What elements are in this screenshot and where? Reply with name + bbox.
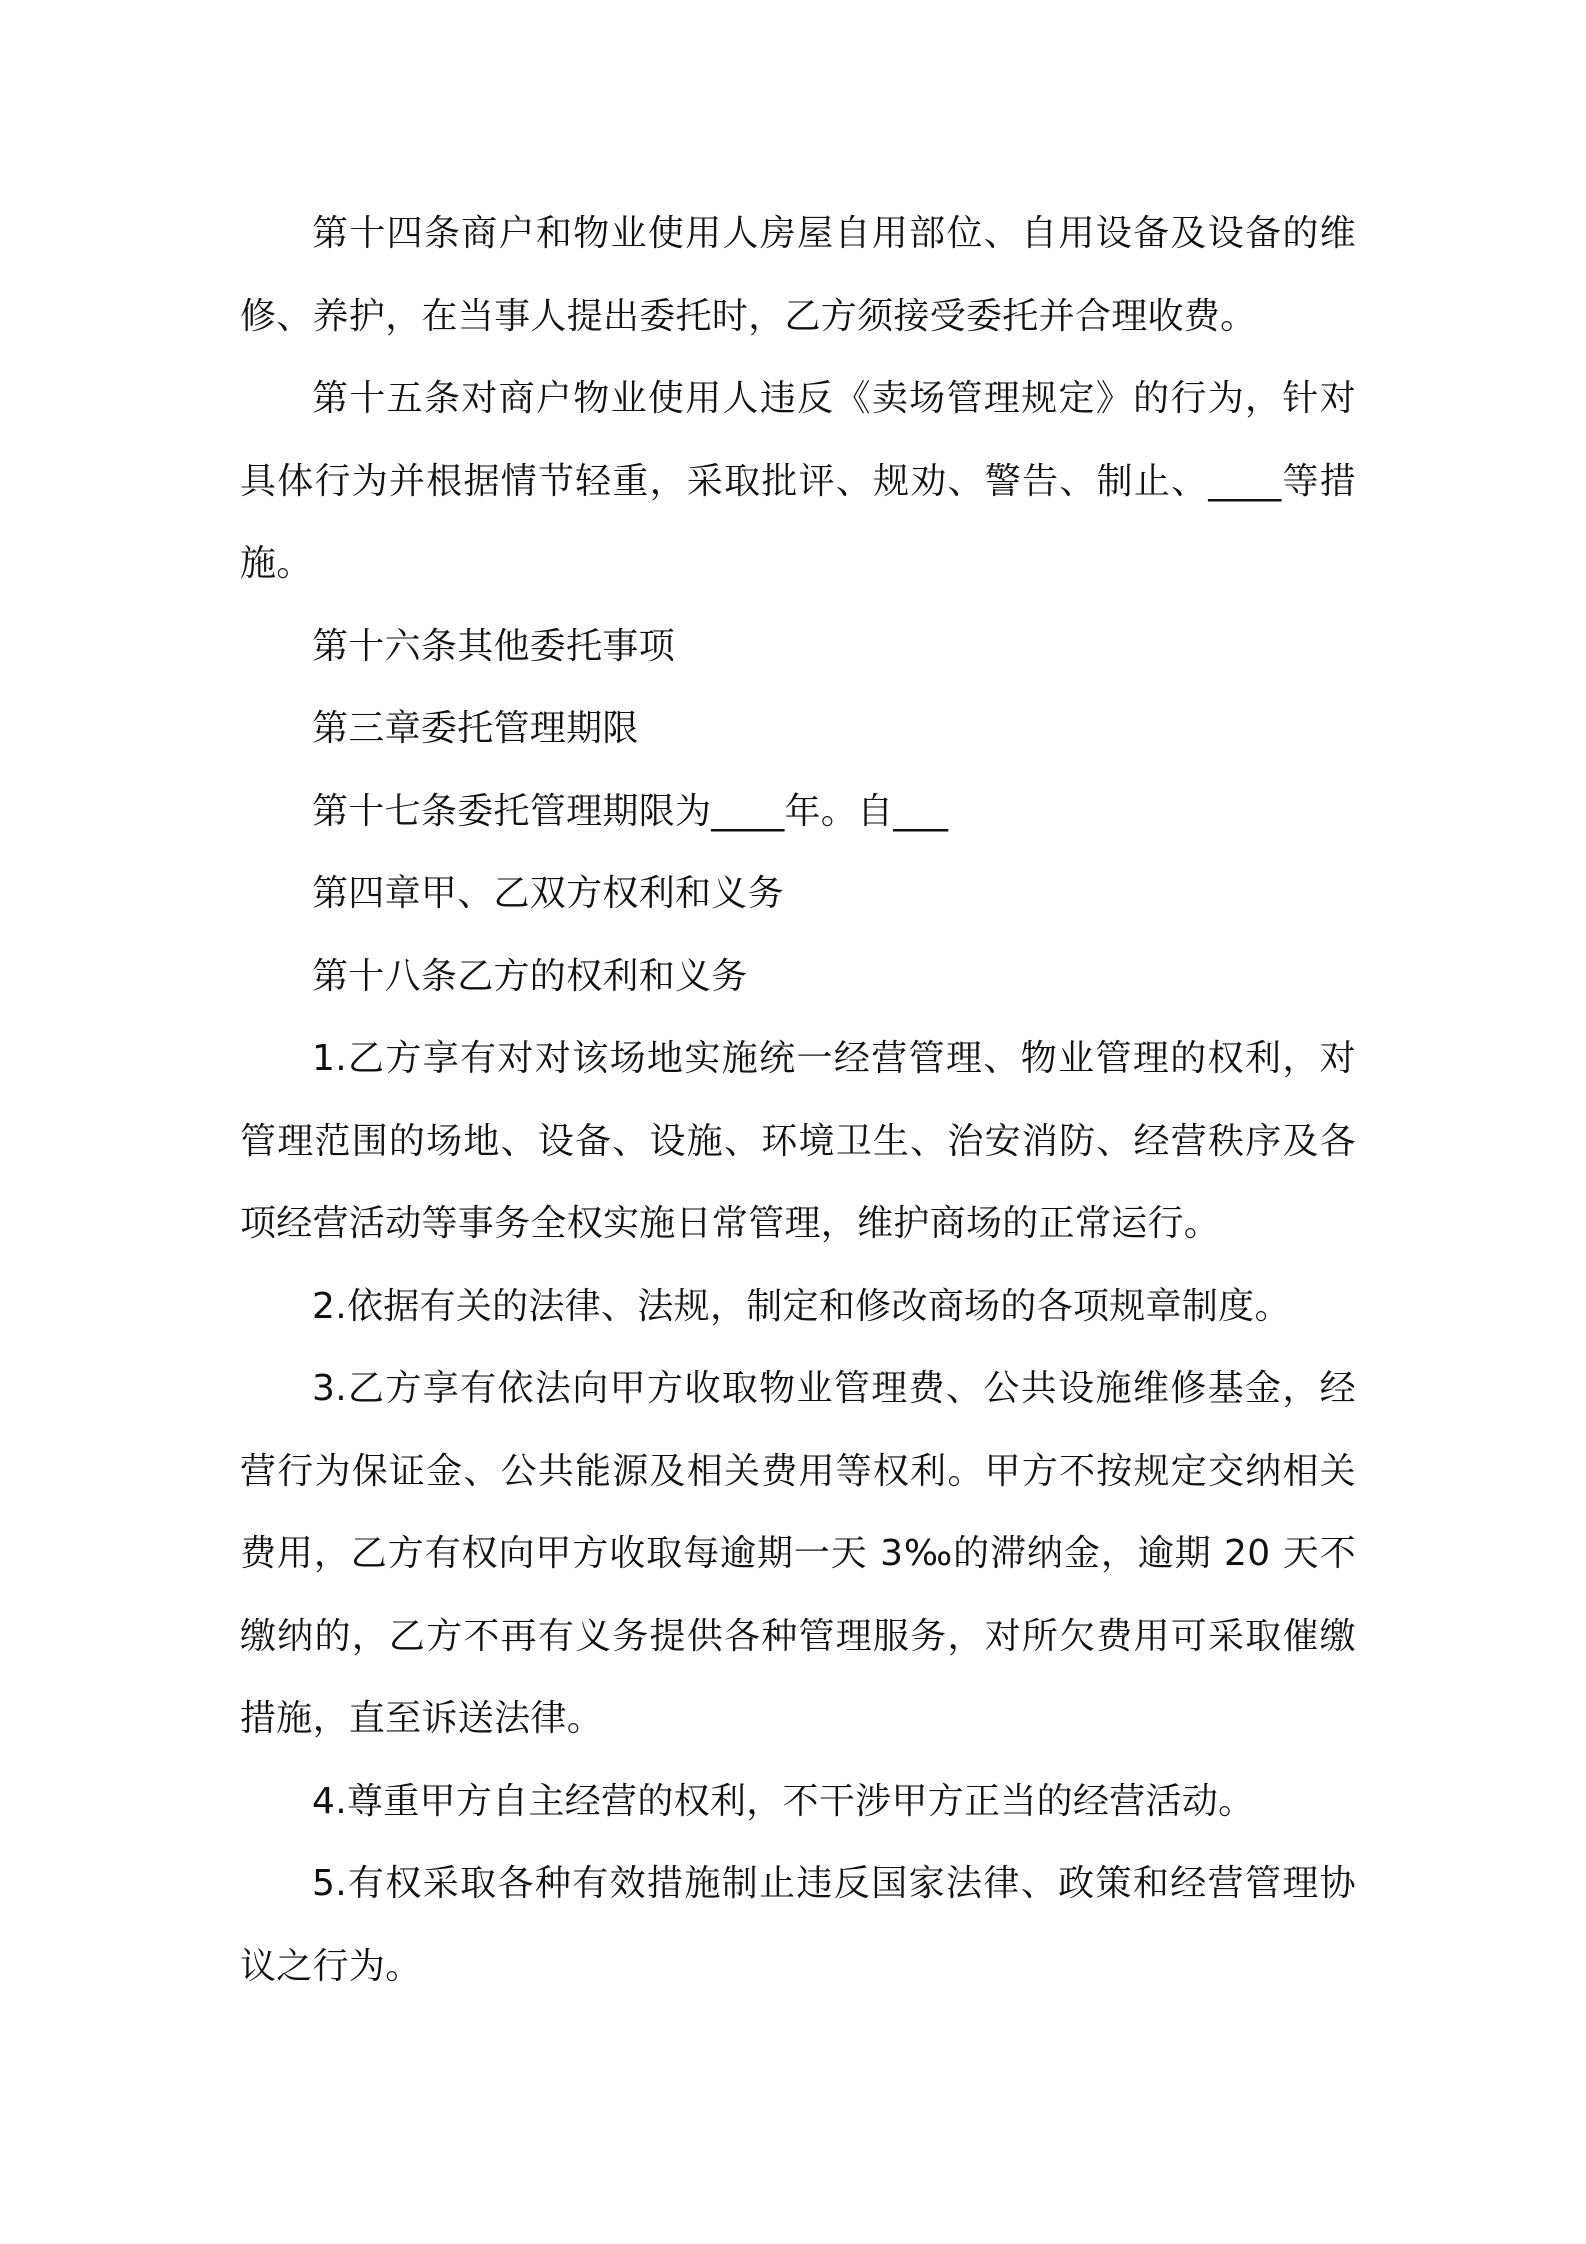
chapter-3-heading: 第三章委托管理期限 <box>312 708 639 749</box>
clause-2-paragraph: 2.依据有关的法律、法规，制定和修改商场的各项规章制度。 <box>312 1285 1291 1327</box>
clause-4-paragraph: 4.尊重甲方自主经营的权利，不干涉甲方正当的经营活动。 <box>312 1780 1255 1822</box>
article-15-paragraph: 第十五条对商户物业使用人违反《卖场管理规定》的行为，针对具体行为并根据情节轻重，采取批评、规劝、警告、制止、____等措施。 <box>240 378 1356 584</box>
article-16-paragraph: 第十六条其他委托事项 <box>312 625 676 667</box>
clause-3-paragraph: 3.乙方享有依法向甲方收取物业管理费、公共设施维修基金，经营行为保证金、公共能源及相关费用等权利。甲方不按规定交纳相关费用，乙方有权向甲方收取每逾期一天 3‰的滞纳金，逾期 20 天不缴纳的，乙方不再有义务提供各种管理服务，对所欠费用可采取催缴措施，直至诉送法律。 <box>240 1368 1356 1739</box>
clause-5-paragraph: 5.有权采取各种有效措施制止违反国家法律、政策和经营管理协议之行为。 <box>240 1863 1356 1987</box>
clause-1-paragraph: 1.乙方享有对对该场地实施统一经营管理、物业管理的权利，对管理范围的场地、设备、设施、环境卫生、治安消防、经营秩序及各项经营活动等事务全权实施日常管理，维护商场的正常运行。 <box>240 1038 1356 1244</box>
document-page <box>240 193 1356 2008</box>
article-14-paragraph: 第十四条商户和物业使用人房屋自用部位、自用设备及设备的维修、养护，在当事人提出委托时，乙方须接受委托并合理收费。 <box>240 213 1356 337</box>
article-18-paragraph: 第十八条乙方的权利和义务 <box>312 955 748 997</box>
chapter-4-heading: 第四章甲、乙双方权利和义务 <box>312 873 784 914</box>
article-17-paragraph: 第十七条委托管理期限为____年。自___ <box>312 790 949 832</box>
